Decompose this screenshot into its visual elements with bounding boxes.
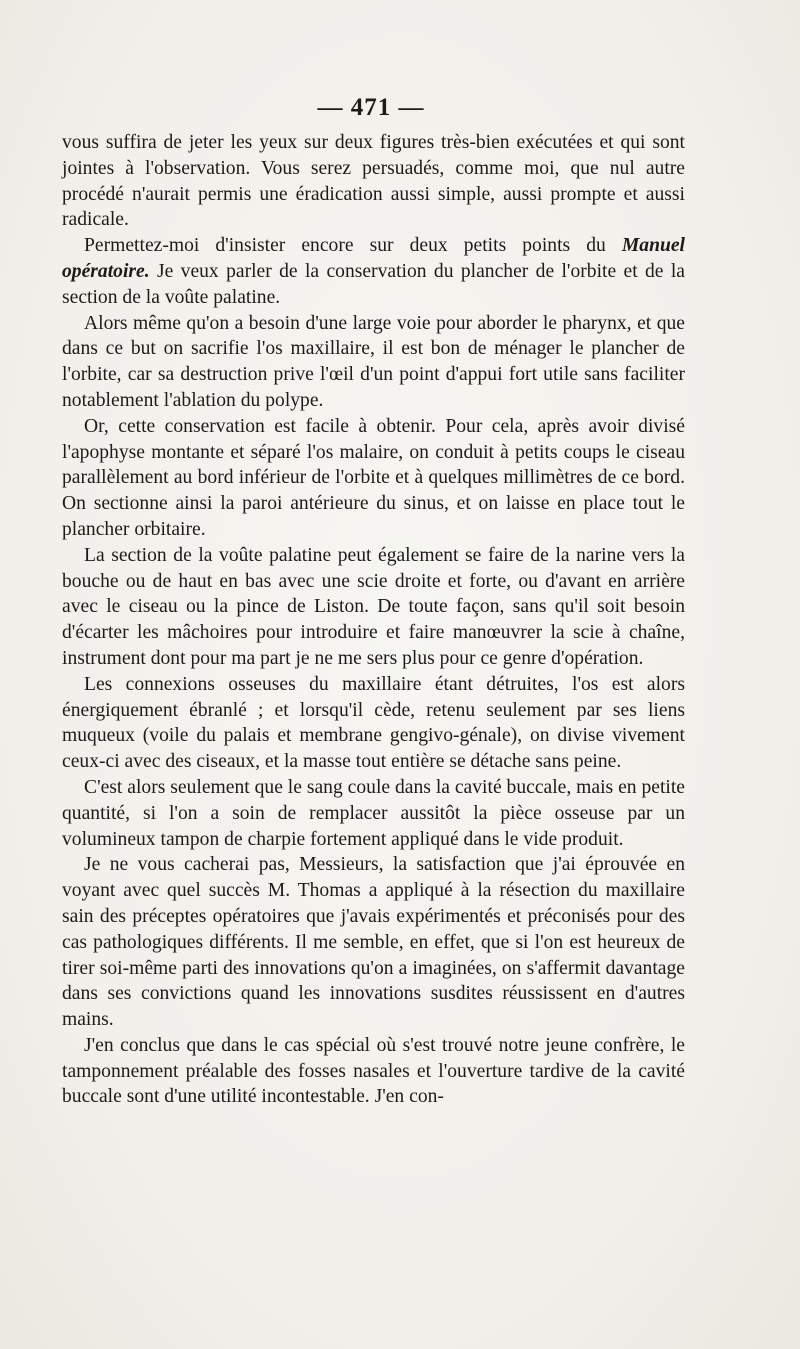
paragraph-2 — [62, 233, 685, 310]
paragraph-2-start: Permettez-moi d'insister encore sur deux petits points du — [84, 235, 622, 257]
paragraph-6: Les connexions osseuses du maxillaire étant détruites, l'os est alors énergiquement ébranlé ; et lorsqu'il cède, retenu seulement par ses liens muqueux (voile du palais et membrane gengivo-génale), on divise vivement ceux-ci avec des ciseaux, et la masse tout entière se détache sans peine. — [62, 673, 685, 773]
paragraph-3: Alors même qu'on a besoin d'une large voie pour aborder le pharynx, et que dans ce but on sacrifie l'os maxillaire, il est bon de ménager le plancher de l'orbite, car sa destruction prive l'œil d'un point d'appui fort utile sans faciliter notablement l'ablation du polype. — [62, 312, 685, 411]
paragraph-5: La section de la voûte palatine peut également se faire de la narine vers la bouche ou de haut en bas avec une scie droite et forte, ou d'avant en arrière avec le ciseau ou la pince de Liston. De toute façon, sans qu'il soit besoin d'écarter les mâchoires pour introduire et faire manœuvrer la scie à chaîne, instrument dont pour ma part je ne me sers plus pour ce genre d'opération. — [62, 544, 685, 669]
paragraph-1: vous suffira de jeter les yeux sur deux figures très-bien exécutées et qui sont jointes à l'observation. Vous serez persuadés, comme moi, que nul autre procédé n'aurait permis une éradication aussi simple, aussi prompte et aussi radicale. — [62, 132, 685, 231]
paragraph-8: Je ne vous cacherai pas, Messieurs, la satisfaction que j'ai éprouvée en voyant avec quel succès M. Thomas a appliqué à la résection du maxillaire sain des préceptes opératoires que j'avais expérimentés et préconisés pour des cas pathologiques différents. Il me semble, en effet, que si l'on est heureux de tirer soi-même parti des innovations qu'on a imaginées, on s'affermit davantage dans ses convictions quand les innovations susdites réussissent en d'autres mains. — [62, 854, 685, 1031]
paragraph-2-end: Je veux parler de la conservation du plancher de l'orbite et de la section de la voûte palatine. — [62, 260, 685, 308]
paragraph-7: C'est alors seulement que le sang coule dans la cavité buccale, mais en petite quantité, si l'on a soin de remplacer aussitôt la pièce osseuse par un volumineux tampon de charpie fortement appliqué dans le vide produit. — [62, 776, 685, 850]
manuel-operatoire-emphasis: Manuel opératoire. — [62, 235, 685, 282]
page-number: — 471 — — [317, 94, 425, 121]
paragraph-4: Or, cette conservation est facile à obtenir. Pour cela, après avoir divisé l'apophyse montante et séparé l'os malaire, on conduit à petits coups le ciseau parallèlement au bord inférieur de l'orbite et à quelques millimètres de ce bord. On sectionne ainsi la paroi antérieure du sinus, et on laisse en place tout le plancher orbitaire. — [62, 415, 685, 540]
body-text — [62, 130, 685, 1110]
paragraph-9: J'en conclus que dans le cas spécial où s'est trouvé notre jeune confrère, le tamponnement préalable des fosses nasales et l'ouverture tardive de la cavité buccale sont d'une utilité incontestable. J'en con- — [62, 1034, 685, 1108]
